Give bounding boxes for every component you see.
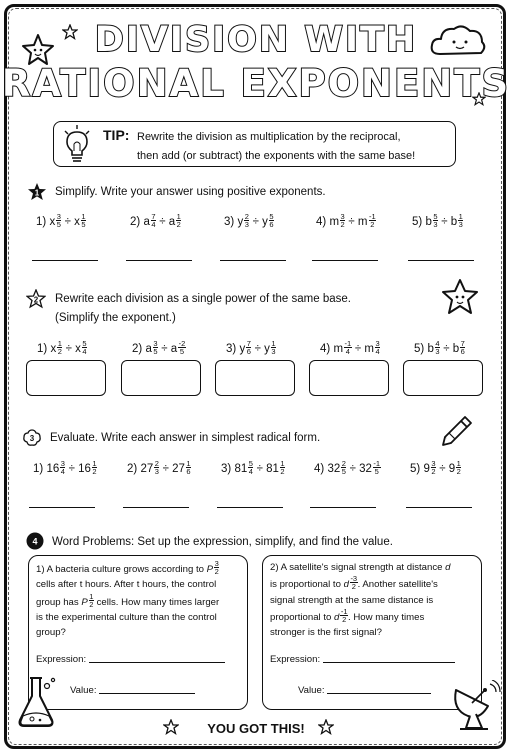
section-3-instruction: Evaluate. Write each answer in simplest radical form.: [50, 432, 321, 444]
exponent-denominator: 6: [186, 467, 191, 476]
exponent-numerator: 5: [269, 212, 274, 221]
section3-answer-line-4[interactable]: [310, 507, 376, 508]
exponent-numerator: 3: [340, 212, 345, 221]
exponent-denominator: 2: [340, 220, 345, 229]
division-sign: ÷: [441, 216, 448, 228]
divisor-exponent: [369, 213, 377, 228]
dividend-base: x: [50, 343, 57, 355]
star-face-icon: [440, 278, 480, 316]
wp1-value: [70, 683, 195, 698]
wp2-var3: d: [334, 611, 340, 623]
dividend-base: b: [427, 343, 434, 355]
section2-answer-box-5[interactable]: [403, 360, 483, 396]
divisor-exponent: [458, 213, 463, 228]
divisor-base: x: [75, 343, 81, 355]
exponent-denominator: 5: [374, 467, 379, 476]
divisor-exponent: [460, 340, 465, 355]
problem-number: 2): [130, 216, 141, 228]
exponent-denominator: 3: [433, 220, 438, 229]
section2-problem-5: [414, 340, 465, 355]
section3-problem-2: [127, 460, 191, 475]
wp1-exp1-num: 3: [214, 559, 219, 568]
exponent-denominator: 6: [246, 347, 251, 356]
wp1-line1: 1) A bacteria culture grows according to: [36, 564, 207, 575]
dividend-exponent: [433, 213, 438, 228]
exponent-numerator: 2: [244, 212, 249, 221]
footer-star-right-icon: [318, 719, 334, 735]
exponent-denominator: 4: [82, 347, 87, 356]
wp1-line4: is the experimental culture than the control: [36, 611, 217, 623]
section2-answer-box-1[interactable]: [26, 360, 106, 396]
exponent-denominator: 4: [345, 347, 350, 356]
problem-number: 1): [36, 216, 47, 228]
problem-number: 4): [316, 216, 327, 228]
divisor-base: a: [170, 343, 178, 355]
dividend-base: b: [425, 216, 432, 228]
exponent-denominator: 2: [431, 467, 436, 476]
divisor-exponent: [373, 460, 381, 475]
exponent-numerator: 3: [60, 459, 65, 468]
section3-answer-line-3[interactable]: [217, 507, 283, 508]
division-sign: ÷: [349, 463, 356, 475]
exponent-denominator: 4: [60, 467, 65, 476]
dividend-base: x: [49, 216, 56, 228]
division-sign: ÷: [161, 343, 168, 355]
exponent-denominator: 2: [456, 467, 461, 476]
section1-answer-line-4[interactable]: [312, 260, 378, 261]
divisor-exponent: [176, 213, 181, 228]
wp2-value-label: Value:: [298, 685, 325, 696]
word-problem-2-text: [270, 560, 476, 640]
dividend-base: 16: [46, 463, 60, 475]
wp2-line1: 2) A satellite's signal strength at distance: [270, 562, 446, 573]
title-line-2: RATIONAL EXPONENTS: [1, 62, 511, 105]
section3-problem-1: [33, 460, 97, 475]
dividend-exponent: [246, 340, 251, 355]
tip-text-line-2: then add (or subtract) the exponents with the same base!: [137, 150, 416, 162]
division-sign: ÷: [64, 216, 71, 228]
exponent-denominator: 3: [244, 220, 249, 229]
wp2-value-answer-line[interactable]: [327, 684, 431, 694]
exponent-denominator: 3: [271, 347, 276, 356]
exponent-numerator: 2: [154, 459, 159, 468]
division-sign: ÷: [254, 343, 261, 355]
section1-answer-line-2[interactable]: [126, 260, 192, 261]
division-sign: ÷: [162, 463, 169, 475]
section1-problem-3: [224, 213, 274, 228]
wp2-line4a: proportional to: [270, 611, 334, 623]
section-2-number: 2: [33, 295, 39, 305]
exponent-numerator: 1: [456, 459, 461, 468]
exponent-numerator: 1: [271, 339, 276, 348]
exponent-numerator: 5: [82, 339, 87, 348]
divisor-base: 16: [78, 463, 91, 475]
exponent-numerator: 1: [458, 212, 463, 221]
section3-problem-4: [314, 460, 381, 475]
exponent-numerator: 5: [433, 212, 438, 221]
section3-answer-line-5[interactable]: [406, 507, 472, 508]
title-line-1: DIVISION WITH: [94, 20, 418, 60]
exponent-numerator: 1: [176, 212, 181, 221]
dividend-exponent: [153, 340, 158, 355]
division-sign: ÷: [68, 463, 75, 475]
exponent-denominator: 6: [269, 220, 274, 229]
division-sign: ÷: [439, 463, 446, 475]
divisor-base: a: [168, 216, 176, 228]
wp2-exp1-num: -3: [350, 574, 358, 584]
exponent-denominator: 2: [92, 467, 97, 476]
wp2-expression-label: Expression:: [270, 654, 321, 665]
division-sign: ÷: [348, 216, 355, 228]
wp2-line5: stronger is the first signal?: [270, 627, 382, 639]
exponent-numerator: 4: [435, 339, 440, 348]
dividend-exponent: [435, 340, 440, 355]
wp2-line2b: . Another satellite's: [357, 579, 438, 591]
problem-number: 5): [410, 463, 421, 475]
wp1-exp1: [214, 560, 219, 575]
wp1-expression-label: Expression:: [36, 654, 87, 665]
dividend-base: 27: [140, 463, 154, 475]
section-1-star-badge: [27, 182, 47, 202]
lightbulb-icon: [62, 124, 92, 164]
dividend-base: a: [143, 216, 150, 228]
section1-problem-5: [412, 213, 463, 228]
wp2-var2: d: [343, 579, 349, 591]
division-sign: ÷: [354, 343, 362, 355]
section1-problem-2: [130, 213, 181, 228]
wp1-expression-answer-line[interactable]: [89, 653, 225, 663]
exponent-numerator: 7: [460, 339, 465, 348]
dividend-base: m: [329, 216, 340, 228]
exponent-denominator: 5: [341, 467, 346, 476]
divisor-exponent: [92, 460, 97, 475]
problem-number: 4): [314, 463, 325, 475]
divisor-base: 9: [448, 463, 456, 475]
division-sign: ÷: [256, 463, 263, 475]
exponent-numerator: 1: [92, 459, 97, 468]
section-4-instruction: Word Problems: Set up the expression, simplify, and find the value.: [52, 536, 393, 548]
section3-answer-line-2[interactable]: [123, 507, 189, 508]
exponent-denominator: 4: [248, 467, 253, 476]
divisor-exponent: [186, 460, 191, 475]
exponent-denominator: 2: [280, 467, 285, 476]
section2-problem-1: [37, 340, 87, 355]
divisor-exponent: [81, 213, 86, 228]
divisor-exponent: [271, 340, 276, 355]
section3-answer-line-1[interactable]: [29, 507, 95, 508]
section-4-number: 4: [32, 536, 38, 547]
wp2-exp2-num: -1: [340, 606, 348, 616]
exponent-denominator: 2: [370, 220, 375, 229]
exponent-numerator: 3: [375, 339, 380, 348]
tip-text-line-1: Rewrite the division as multiplication by the reciprocal,: [137, 131, 401, 143]
problem-number: 5): [414, 343, 425, 355]
problem-number: 2): [132, 343, 143, 355]
section2-problem-4: [320, 340, 380, 355]
wp2-line3: signal strength at the same distance is: [270, 594, 434, 606]
wp1-line3a: group has: [36, 596, 82, 608]
division-sign: ÷: [159, 216, 166, 228]
division-sign: ÷: [65, 343, 72, 355]
tip-label: TIP:: [103, 127, 130, 143]
wp1-line3b: cells. How many times larger: [93, 596, 220, 608]
divisor-exponent: [178, 340, 186, 355]
wp2-exp1: [350, 575, 358, 590]
division-sign: ÷: [252, 216, 259, 228]
divisor-exponent: [456, 460, 461, 475]
problem-number: 3): [221, 463, 232, 475]
exponent-denominator: 5: [179, 347, 185, 356]
exponent-numerator: 3: [153, 339, 158, 348]
wp1-exp2-den: 2: [89, 599, 94, 609]
exponent-numerator: 3: [431, 459, 436, 468]
section2-answer-box-4[interactable]: [309, 360, 389, 396]
dividend-base: a: [145, 343, 152, 355]
problem-number: 4): [320, 343, 331, 355]
divisor-base: y: [264, 343, 270, 355]
section1-problem-1: [36, 213, 86, 228]
dividend-exponent: [244, 213, 249, 228]
dividend-base: 81: [234, 463, 248, 475]
exponent-numerator: 1: [186, 459, 191, 468]
exponent-numerator: 7: [151, 212, 156, 221]
dividend-exponent: [340, 213, 345, 228]
exponent-denominator: 5: [81, 220, 86, 229]
exponent-denominator: 2: [57, 347, 62, 356]
section-3-badge: [22, 428, 42, 448]
wp1-expression: [36, 652, 225, 667]
section-3-number: 3: [29, 434, 35, 443]
section2-answer-box-3[interactable]: [215, 360, 295, 396]
wp1-value-answer-line[interactable]: [99, 684, 195, 694]
wp1-exp2-num: 1: [89, 591, 94, 601]
section2-problem-2: [132, 340, 186, 355]
exponent-denominator: 4: [375, 347, 380, 356]
exponent-denominator: 3: [458, 220, 463, 229]
wp2-line2a: is proportional to: [270, 579, 344, 591]
divisor-base: 27: [172, 463, 185, 475]
wp1-line2: cells after t hours. After t hours, the control: [36, 579, 217, 591]
divisor-base: b: [452, 343, 460, 355]
wp2-var: d: [445, 562, 451, 573]
wp1-var: P: [206, 564, 214, 575]
exponent-denominator: 5: [56, 220, 61, 229]
divisor-base: 32: [359, 463, 372, 475]
divisor-base: 81: [266, 463, 279, 475]
dividend-exponent: [344, 340, 352, 355]
divisor-exponent: [280, 460, 285, 475]
exponent-numerator: -1: [373, 459, 381, 468]
section1-answer-line-3[interactable]: [220, 260, 286, 261]
divisor-exponent: [82, 340, 87, 355]
dividend-exponent: [341, 460, 346, 475]
section-2-badge: [26, 289, 46, 309]
pencil-icon: [440, 412, 476, 448]
exponent-numerator: -1: [369, 212, 376, 221]
dividend-exponent: [248, 460, 253, 475]
divisor-base: m: [364, 343, 375, 355]
exponent-numerator: -1: [344, 339, 352, 348]
wp2-expression: [270, 652, 455, 667]
dividend-base: y: [239, 343, 246, 355]
exponent-denominator: 5: [153, 347, 158, 356]
wp1-value-label: Value:: [70, 685, 97, 696]
section2-problem-3: [226, 340, 276, 355]
section-1-number: 1: [34, 188, 40, 198]
wp2-value: [298, 683, 431, 698]
exponent-numerator: 3: [56, 212, 61, 221]
wp2-expression-answer-line[interactable]: [323, 653, 455, 663]
dividend-exponent: [57, 340, 62, 355]
section-1-instruction: Simplify. Write your answer using positive exponents.: [55, 186, 326, 198]
dividend-exponent: [154, 460, 159, 475]
section-2-instruction: Rewrite each division as a single power of the same base.: [55, 293, 351, 305]
divisor-base: y: [262, 216, 268, 228]
dividend-exponent: [151, 213, 156, 228]
divisor-exponent: [269, 213, 274, 228]
exponent-denominator: 4: [151, 220, 156, 229]
division-sign: ÷: [443, 343, 450, 355]
wp1-line5: group?: [36, 627, 66, 639]
word-problem-1-text: [36, 560, 242, 640]
dividend-base: 9: [423, 463, 430, 475]
section3-problem-3: [221, 460, 285, 475]
wp1-exp1-den: 2: [214, 567, 219, 576]
section1-answer-line-1[interactable]: [32, 260, 98, 261]
problem-number: 2): [127, 463, 138, 475]
dividend-base: y: [237, 216, 244, 228]
section2-answer-box-2[interactable]: [121, 360, 201, 396]
exponent-numerator: 2: [341, 459, 346, 468]
exponent-denominator: 6: [460, 347, 465, 356]
exponent-numerator: 1: [57, 339, 62, 348]
dividend-base: 32: [327, 463, 341, 475]
section3-problem-5: [410, 460, 461, 475]
exponent-denominator: 3: [435, 347, 440, 356]
dividend-base: m: [333, 343, 344, 355]
divisor-base: m: [357, 216, 368, 228]
divisor-base: x: [74, 216, 80, 228]
exponent-numerator: -2: [178, 339, 186, 348]
problem-number: 3): [226, 343, 237, 355]
dividend-exponent: [431, 460, 436, 475]
divisor-exponent: [375, 340, 380, 355]
problem-number: 1): [33, 463, 44, 475]
divisor-base: b: [450, 216, 458, 228]
wp2-line4b: . How many times: [348, 611, 425, 623]
problem-number: 3): [224, 216, 235, 228]
problem-number: 1): [37, 343, 48, 355]
dividend-exponent: [56, 213, 61, 228]
wp2-exp1-den: 2: [351, 582, 356, 592]
section-4-badge: [25, 531, 45, 551]
exponent-numerator: 7: [246, 339, 251, 348]
footer-encouragement: YOU GOT THIS!: [207, 721, 305, 736]
section1-problem-4: [316, 213, 376, 228]
problem-number: 5): [412, 216, 423, 228]
section1-answer-line-5[interactable]: [408, 260, 474, 261]
wp2-exp2-den: 2: [342, 614, 347, 624]
section-2-instruction-note: (Simplify the exponent.): [55, 312, 176, 324]
dividend-exponent: [60, 460, 65, 475]
exponent-numerator: 1: [81, 212, 86, 221]
wp1-var2: P: [81, 596, 88, 608]
exponent-numerator: 1: [280, 459, 285, 468]
exponent-numerator: 5: [248, 459, 253, 468]
wp2-exp2: [340, 608, 348, 623]
exponent-denominator: 3: [154, 467, 159, 476]
exponent-denominator: 2: [176, 220, 181, 229]
